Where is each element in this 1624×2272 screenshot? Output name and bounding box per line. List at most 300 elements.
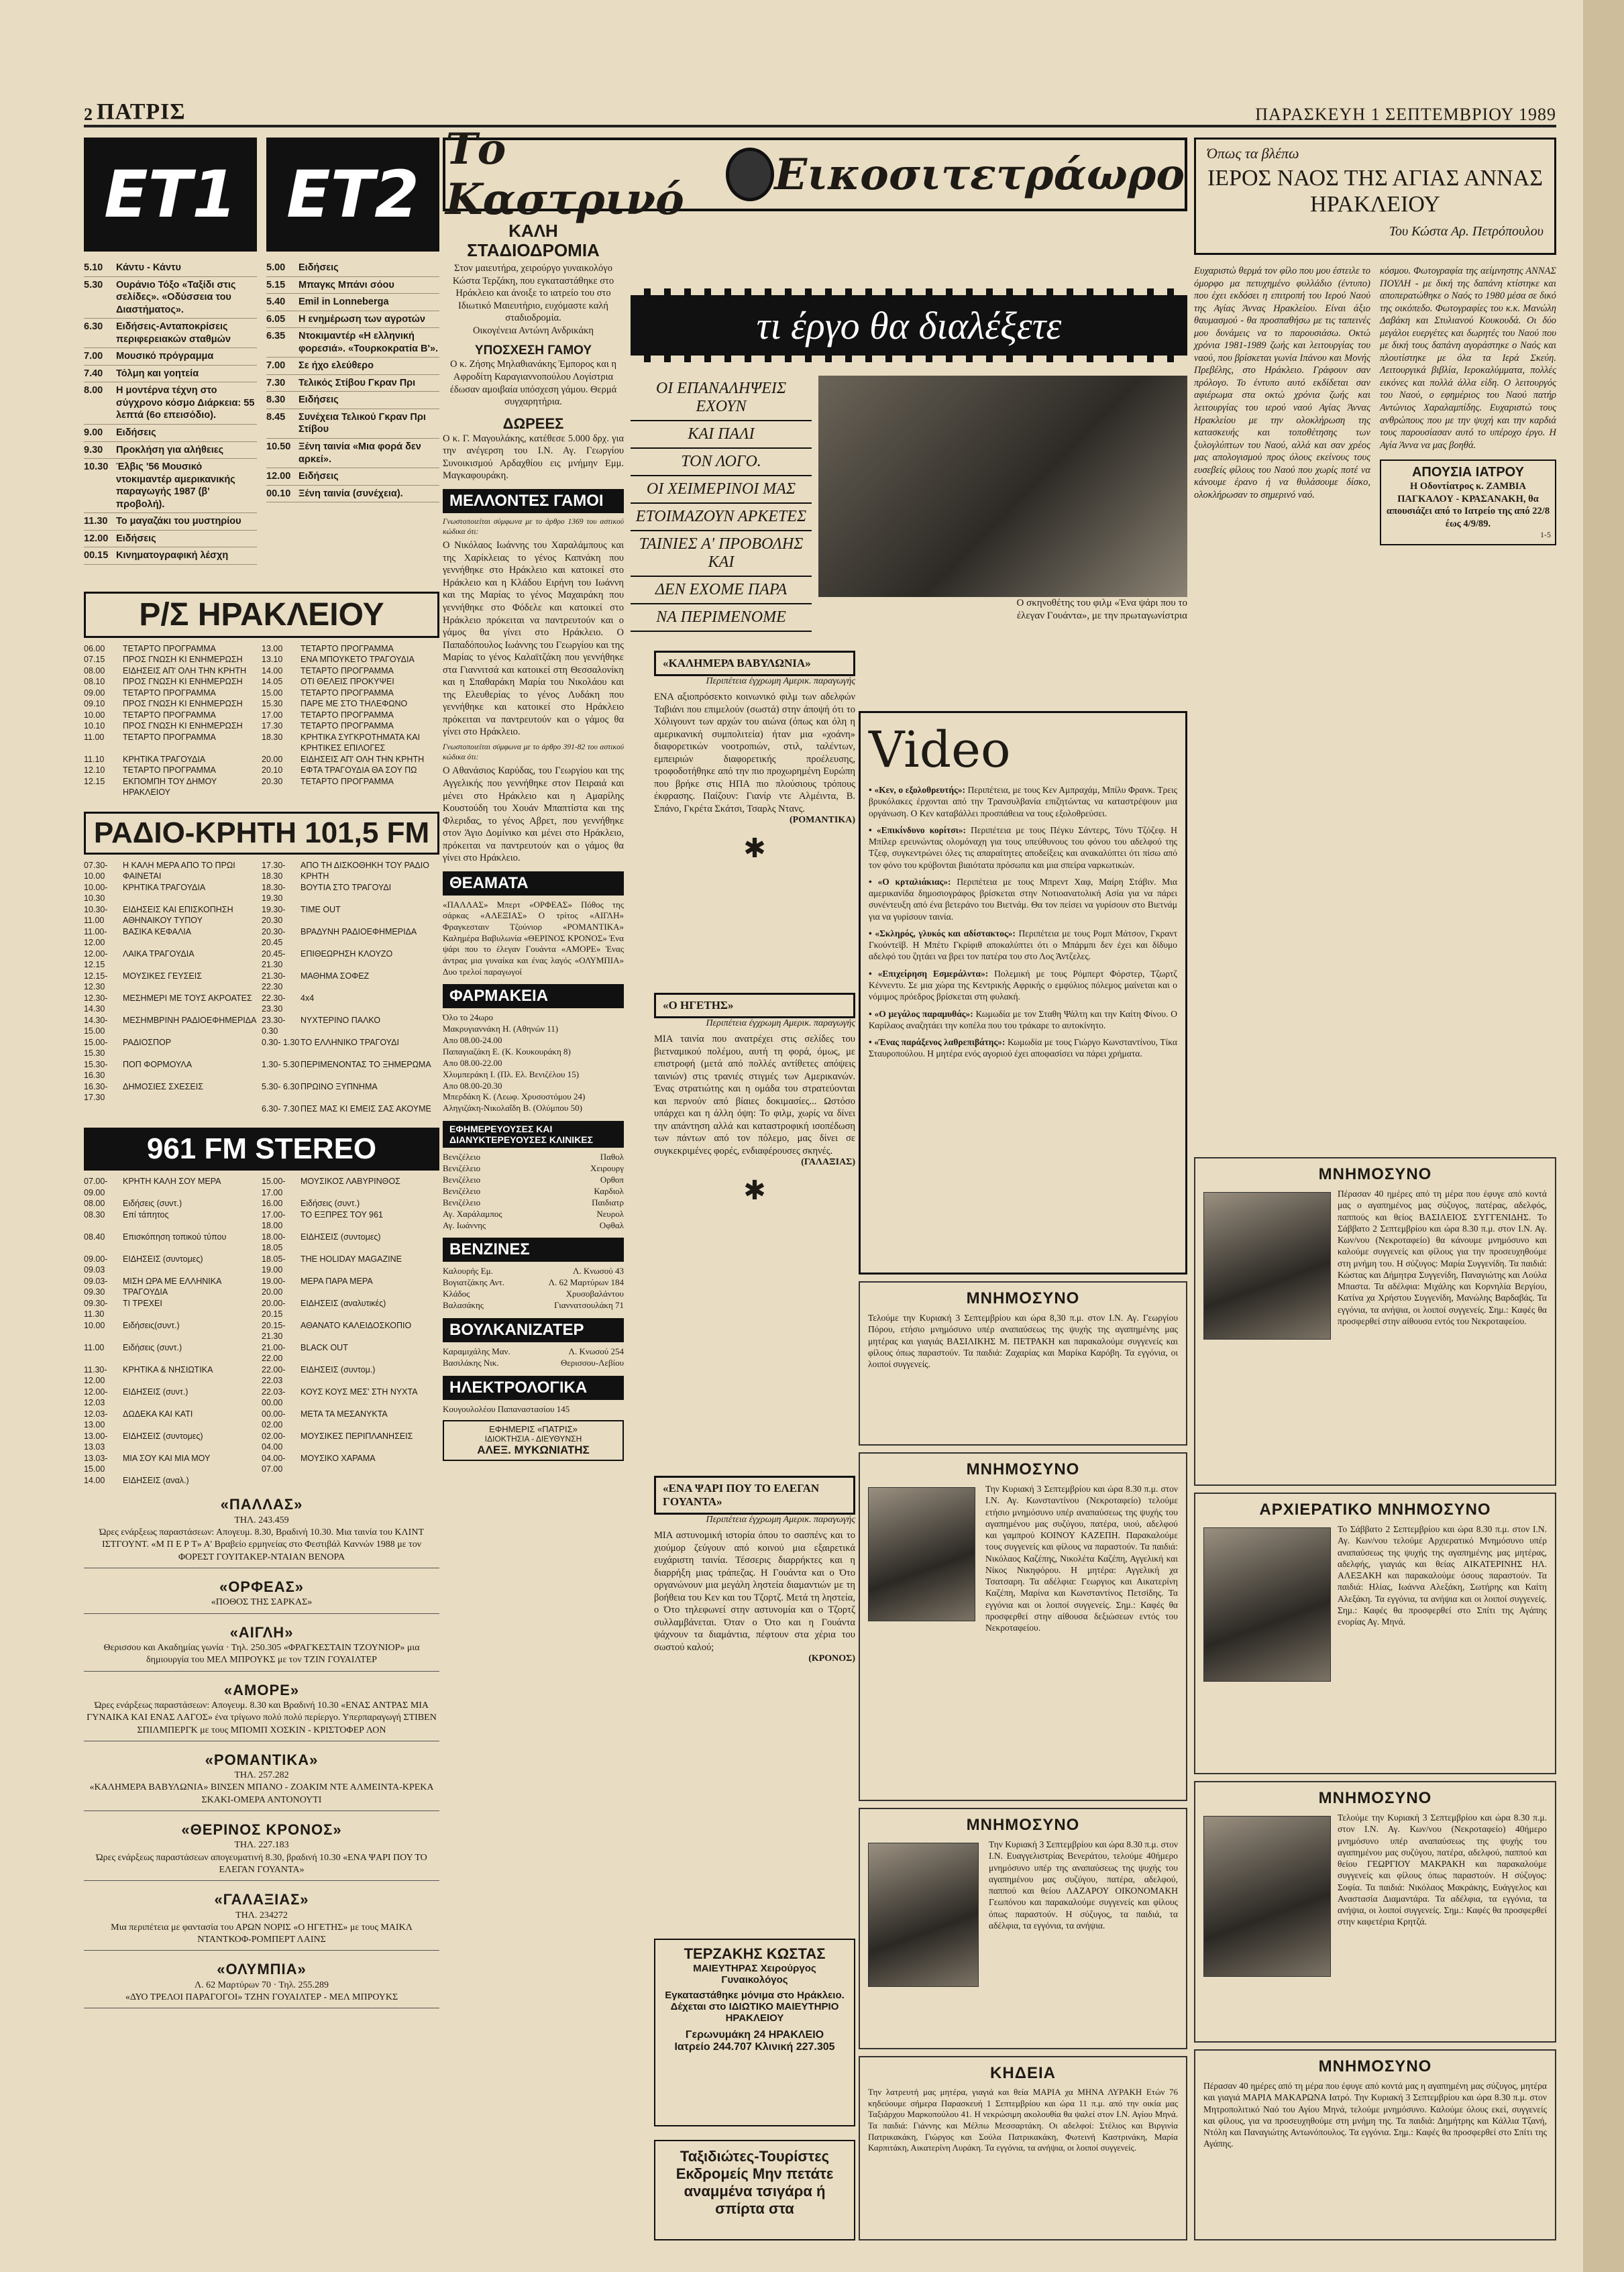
portrait-photo	[1203, 1192, 1331, 1340]
radio-row	[84, 1364, 439, 1387]
radio-program: BLACK OUT	[301, 1342, 348, 1352]
mellontes-gamoi-note2: Γνωστοποιείται σύμφωνα με το άρθρο 391-82 του αστικού κώδικα ότι:	[443, 743, 624, 761]
memo-body: Το Σάββατο 2 Σεπτεμβρίου και ώρα 8.30 π.μ. στον Ι.Ν. Αγ. Κων/νου τελούμε Αρχιερατικό Μνημόσυνο υπέρ αναπαύσεως της ψυχής της αγαπημένης μας μητέρας, αδελφής, γιαγιάς και θείας ΑΙΚΑΤΕΡΙΝΗΣ ΗΛ. ΑΛΕΞΑΚΗ και παρακαλούμε όσους παραστούν. Τα παιδιά: Ηλίας, Ιωάννα Αλεξάκη, Σωτήρης και Καίτη Αλεξάκη. Τα εγγόνια, τα ανήψια και οι λοιποί συγγενείς. Σημ.: Καφές θα προσφερθεί στο Σπίτι της Αγάπης ενορίας Αγ. Μηνά.	[1338, 1524, 1547, 1627]
patris-box	[443, 1420, 624, 1461]
radio-program: ΠΕΡΙΜΕΝΟΝΤΑΣ ΤΟ ΞΗΜΕΡΩΜΑ	[301, 1059, 431, 1069]
radio-time: 17.30-18.30	[262, 860, 286, 881]
radio-cell	[262, 882, 439, 904]
schedule-row	[266, 439, 439, 468]
pharmacy-line: Απο 08.00-20.30	[443, 1080, 502, 1091]
clinic-row	[443, 1186, 624, 1197]
radio-cell	[84, 1176, 262, 1198]
video-item-body: Κωμωδία με τους Γιώργο Κωνσταντίνου, Τίκα Σταυροπούλου. Η μητέρα ενός αγοριού έχει αποφασίσει να πάρει χρήματα.	[869, 1037, 1177, 1059]
issue-date: ΠΑΡΑΣΚΕΥΗ 1 ΣΕΠΤΕΜΒΡΙΟΥ 1989	[1255, 105, 1556, 124]
radio-time: 11.00	[84, 1342, 105, 1352]
radio-program: ΕΙΔΗΣΕΙΣ ΑΠ' ΟΛΗ ΤΗΝ ΚΡΗΤΗ	[301, 754, 425, 764]
radio-row	[84, 698, 439, 710]
radio-row	[84, 1081, 439, 1103]
radio-program: ΜΕΣΗΜΕΡΙ ΜΕ ΤΟΥΣ ΑΚΡΟΑΤΕΣ	[123, 993, 252, 1003]
cinema-program: Ώρες ενάρξεως παραστάσεων απογευματινή 8.30, βραδινή 10.30 «ΕΝΑ ΨΑΡΙ ΠΟΥ ΤΟ ΕΛΕΓΑΝ ΓΟΥΑΝΤΑ»	[96, 1852, 427, 1875]
review-gouanta	[654, 1476, 855, 1664]
radio-cell	[84, 1103, 262, 1115]
gas-station-row-detail: Λ. 62 Μαρτύρων 184	[548, 1277, 624, 1288]
schedule-time: 7.30	[266, 377, 286, 388]
radio-time: 20.00-20.15	[262, 1298, 286, 1319]
radio-row	[84, 971, 439, 993]
article-kicker: Όπως τα βλέπω	[1207, 145, 1299, 162]
schedule-time: 6.35	[266, 331, 286, 342]
tire-shop-row-detail: Λ. Κνωσού 254	[568, 1346, 624, 1357]
review-sign: (ΡΟΜΑΝΤΙΚΑ)	[790, 815, 855, 826]
schedule-row	[266, 328, 439, 358]
radio-time: 0.30- 1.30	[262, 1037, 300, 1047]
memo-oikonomaki	[859, 1808, 1187, 2049]
radio-cell	[262, 1298, 439, 1320]
cinema-name: «ΓΑΛΑΞΙΑΣ»	[214, 1891, 309, 1908]
schedule-program: Ειδήσεις	[299, 471, 339, 482]
kastrino-banner	[443, 124, 1187, 225]
radio-cell	[262, 971, 439, 993]
schedule-program: Ειδήσεις	[116, 533, 156, 544]
terzakis-body: Εγκαταστάθηκε μόνιμα στο Ηράκλειο. Δέχεται στο ΙΔΙΩΤΙΚΟ ΜΑΙΕΥΤΗΡΙΟ ΗΡΑΚΛΕΙΟΥ	[665, 1990, 845, 2024]
clinic-row-detail: Ορθοπ	[600, 1175, 624, 1185]
cinema-phone: Λ. 62 Μαρτύρων 70 · Τηλ. 255.289	[194, 1980, 329, 1990]
schedule-program: Μουσικό πρόγραμμα	[116, 351, 214, 362]
radio-time: 20.45-21.30	[262, 949, 286, 970]
radio-cell	[84, 720, 262, 732]
memo-title: ΜΝΗΜΟΣΥΝΟ	[1318, 1165, 1432, 1183]
clinic-row-name: Βενιζέλειο	[443, 1163, 481, 1174]
schedule-row	[266, 392, 439, 409]
reel-line: ΕΤΟΙΜΑΖΟΥΝ ΑΡΚΕΤΕΣ	[631, 504, 812, 531]
radio-program: ΕΙΔΗΣΕΙΣ (συντομες)	[301, 1232, 381, 1242]
radio-cell	[84, 1298, 262, 1320]
radio-time: 08.10	[84, 677, 105, 687]
radio-time: 5.30- 6.30	[262, 1081, 300, 1091]
radio-cell	[84, 688, 262, 699]
cinema-item	[84, 1495, 439, 1568]
mellontes-gamoi-note: Γνωστοποιείται σύμφωνα με το άρθρο 1369 του αστικού κώδικα ότι:	[443, 517, 624, 536]
memo-title: ΜΝΗΜΟΣΥΝΟ	[1318, 2057, 1432, 2075]
pharmacy-line: Απο 08.00-22.00	[443, 1057, 502, 1068]
radio-time: 15.00	[262, 688, 283, 698]
video-item-title: • «Επικίνδυνο κορίτσι»:	[869, 824, 971, 835]
clinic-row-name: Βενιζέλειο	[443, 1197, 481, 1207]
radio-program: ΜΕΣΗΜΒΡΙΝΗ ΡΑΔΙΟΕΦΗΜΕΡΙΔΑ	[123, 1015, 257, 1025]
clinic-row-name: Βενιζέλειο	[443, 1152, 481, 1162]
radio-row	[84, 1409, 439, 1431]
schedule-program: Συνέχεια Τελικού Γκραν Πρι Στίβου	[299, 411, 426, 435]
radio-cell	[262, 665, 439, 677]
ilektrologika-body: Κουγουλολέου Παπαναστασίου 145	[443, 1403, 570, 1414]
radio-program: Ειδήσεις (συντ.)	[123, 1342, 182, 1352]
radio-cell	[262, 710, 439, 721]
radio-program: ΤΕΤΑΡΤΟ ΠΡΟΓΡΑΜΜΑ	[301, 665, 394, 675]
apousia-body: Η Οδοντίατρος κ. ΖΑΜΒΙΑ ΠΑΓΚΑΛΟΥ - ΚΡΑΣΑΝΑΚΗ, θα απουσιάζει από το Ιατρείο της από 22/8 έως 4/9/89.	[1386, 481, 1550, 529]
radio-program: ΕΙΔΗΣΕΙΣ (συντομ.)	[301, 1364, 376, 1374]
schedule-time: 10.50	[266, 441, 291, 453]
radio-row	[84, 732, 439, 754]
radio-program: ΤΕΤΑΡΤΟ ΠΡΟΓΡΑΜΜΑ	[301, 643, 394, 653]
cinema-name: «ΠΑΛΛΑΣ»	[220, 1496, 303, 1513]
cinema-phone: ΤΗΛ. 234272	[235, 1910, 288, 1921]
radio-time: 15.00-17.00	[262, 1177, 286, 1197]
schedule-row	[266, 468, 439, 486]
radio-program: ΕΙΔΗΣΕΙΣ ΚΑΙ ΕΠΙΣΚΟΠΗΣΗ ΑΘΗΝΑΙΚΟΥ ΤΥΠΟΥ	[123, 904, 233, 926]
video-list	[869, 784, 1177, 1060]
clinic-row	[443, 1197, 624, 1209]
benzines-list	[443, 1266, 624, 1311]
clinic-row-detail: Νευρολ	[596, 1208, 624, 1219]
announcements-column	[443, 221, 624, 1461]
radio-time: 12.10	[84, 765, 105, 775]
radio-time: 11.10	[84, 754, 105, 764]
radio-time: 15.00-15.30	[84, 1037, 108, 1059]
et2-schedule	[266, 260, 439, 565]
review-sub: Περιπέτεια έγχρωμη Αμερικ. παραγωγής	[706, 1515, 855, 1525]
memo-makarona	[1194, 2049, 1556, 2240]
radio-cell	[84, 1015, 262, 1037]
gas-station-row	[443, 1289, 624, 1300]
schedule-program: Η μοντέρνα τέχνη στο σύγχρονο κόσμο Διάρκεια: 55 λεπτά (6ο επεισόδιο).	[116, 385, 255, 421]
radio-time: 14.05	[262, 677, 283, 687]
radio-cell	[84, 1059, 262, 1081]
schedule-time: 7.00	[84, 351, 103, 362]
radio-row	[84, 882, 439, 904]
schedule-program: Τόλμη και γοητεία	[116, 368, 199, 379]
pharmacy-line: Όλο το 24ωρο	[443, 1012, 493, 1023]
radio-program: ΑΠΟ ΤΗ ΔΙΣΚΟΘΗΚΗ ΤΟΥ ΡΑΔΙΟ ΚΡΗΤΗ	[301, 860, 429, 881]
radio-program: ΠΑΡΕ ΜΕ ΣΤΟ ΤΗΛΕΦΩΝΟ	[301, 699, 408, 709]
terzakis-address: Γερωνυμάκη 24 ΗΡΑΚΛΕΙΟ	[685, 2029, 824, 2041]
radio-time: 18.30	[262, 732, 283, 742]
radio-cell	[84, 993, 262, 1015]
radio-program: ΠΡΩΙΝΟ ΞΥΠΝΗΜΑ	[301, 1081, 378, 1091]
radio-time: 12.30-14.30	[84, 993, 108, 1014]
radio-program: ΜΙΑ ΣΟΥ ΚΑΙ ΜΙΑ ΜΟΥ	[123, 1453, 211, 1463]
reel-line: ΚΑΙ ΠΑΛΙ	[631, 421, 812, 449]
cinema-program: Μια περιπέτεια με φαντασία του ΑΡΩΝ ΝΟΡΙΣ «Ο ΗΓΕΤΗΣ» με τους ΜΑΙΚΛ ΝΤΑΝΤΚΟΦ-ΡΟΜΠΕΡΤ ΛΑΙΝΣ	[111, 1922, 413, 1945]
clinic-row-detail: Καρδιολ	[594, 1185, 624, 1196]
banner-right-text: Εικοσιτετράωρο	[774, 149, 1185, 200]
radio-cell	[262, 765, 439, 776]
cinema-name: «ΟΡΦΕΑΣ»	[219, 1578, 305, 1595]
schedule-program: Σε ήχο ελεύθερο	[299, 360, 374, 372]
memo-body: Πέρασαν 40 ημέρες από τη μέρα που έφυγε από κοντά μας ο αγαπημένος μας σύζυγος, πατέρας, αδελφός, παππούς και θείος ΒΑΣΙΛΕΙΟΣ ΣΥΓΓΕΝΙΔΗΣ. Το Σάββατο 2 Σεπτεμβρίου και ώρα 8.30 π.μ. στον Ι.Ν. Αγ. Κων/νου (Νεκροταφείο) θα κάνουμε μνημόσυνο και καλούμε συγγενείς και φίλους για την προσευχηθούμε στη μνήμη του. Η σύζυγος: Μαρία Συγγενίδη. Τα παιδιά: Κώστας και Δήμητρα Συγγενίδη, Παναγιώτης και Λούλα Μπαστα. Τα αδέλφια: Μιχάλης και Κορνηλία Βεργίου, Κατίνα χα Χρήστου Συγγενίδη, Μανώλης Βαρδαβάς. Τα εγγόνια, τα ανήψια, οι λοιποί συγγενείς. Σημ.: Καφές θα προσφερθεί στην αίθουσα εντός του Νεκροταφείου.	[1338, 1189, 1547, 1326]
radio-cell	[262, 993, 439, 1015]
radio-program: Ειδήσεις (συντ.)	[123, 1199, 182, 1209]
radio-time: 21.00-22.00	[262, 1342, 286, 1364]
radio-program: ΠΕΣ ΜΑΣ ΚΙ ΕΜΕΙΣ ΣΑΣ ΑΚΟΥΜΕ	[301, 1103, 431, 1114]
radio-row	[84, 1198, 439, 1209]
radio-cell	[84, 732, 262, 754]
radio-time: 09.10	[84, 699, 105, 709]
radio-program: ΔΩΔΕΚΑ ΚΑΙ ΚΑΤΙ	[123, 1409, 193, 1419]
radio-row	[84, 754, 439, 765]
schedule-row	[266, 260, 439, 277]
page-edge	[1583, 0, 1624, 2272]
radio-heraklion-title: Ρ/Σ ΗΡΑΚΛΕΙΟΥ	[84, 592, 439, 638]
radio-time: 00.00-02.00	[262, 1409, 286, 1430]
clinic-row	[443, 1152, 624, 1163]
radio-program: ΒΡΑΔΥΝΗ ΡΑΔΙΟΕΦΗΜΕΡΙΔΑ	[301, 926, 417, 936]
radio-time: 17.00-18.00	[262, 1209, 286, 1231]
cinema-name: «ΡΟΜΑΝΤΙΚΑ»	[205, 1751, 319, 1768]
tv-radio-column	[84, 138, 439, 2008]
radio-time: 17.30	[262, 721, 283, 731]
video-item-title: • «Ένας παράξενος λαθρεπιβάτης»:	[869, 1037, 1008, 1048]
radio-cell	[84, 1209, 262, 1232]
review-body: ΕΝΑ αξιοπρόσεκτο κοινωνικό φιλμ των αδελφών Ταβιάνι που επιμελούν (σωστά) στην άποψή ότι το Χόλιγουντ των αρχών του αιώνα (όπως και όλη η αμερικανική συμπολιτεία) ήταν μια «χοάνη» διαφορετικών νοοτροπιών, στιλ, ταλέντων, εμπειριών διαφορετικής προέλευσης, τροφοδοτήθηκε από την πιο προχωρημένη Ευρώπη που βρήκε στις ΗΠΑ πιο πλούσιους τρόπους έκφρασης. Παίζουν: Γιανίρ ντε Αλμέιντα, Β. Σπάνο, Γκρέτα Σκάτσι, Τσαρλς Ντανς.	[654, 692, 855, 814]
gas-station-row-detail: Γιαννατσουλάκη 71	[554, 1300, 624, 1311]
radio-cell	[262, 904, 439, 926]
radio-program: Επί τάπητος	[123, 1209, 169, 1220]
radio-cell	[84, 882, 262, 904]
tire-shop-row-name: Καραμιχάλης Μαν.	[443, 1346, 510, 1357]
radio-row	[84, 904, 439, 926]
radio-cell	[262, 926, 439, 949]
radio-program: ΤΕΤΑΡΤΟ ΠΡΟΓΡΑΜΜΑ	[301, 776, 394, 786]
radio-cell	[84, 1232, 262, 1254]
radio-program: ΚΡΗΤΙΚΑ ΣΥΓΚΡΟΤΗΜΑΤΑ ΚΑΙ ΚΡΗΤΙΚΕΣ ΕΠΙΛΟΓΕΣ	[301, 732, 421, 753]
clinic-row	[443, 1209, 624, 1220]
clinic-row	[443, 1163, 624, 1175]
radio-time: 08.00	[84, 1199, 105, 1209]
theamata-title: ΘΕΑΜΑΤΑ	[443, 871, 624, 896]
radio-cell	[262, 688, 439, 699]
schedule-time: 9.00	[84, 427, 103, 439]
ypoxesi-title: ΥΠΟΣΧΕΣΗ ΓΑΜΟΥ	[474, 343, 592, 358]
review-title: «Ο ΗΓΕΤΗΣ»	[654, 993, 855, 1018]
portrait-photo	[868, 1843, 979, 1987]
schedule-program: Η ενημέρωση των αγροτών	[299, 313, 425, 325]
page-number: 2	[84, 105, 93, 124]
radio-row	[84, 1015, 439, 1037]
radio-time: 13.03-15.00	[84, 1453, 108, 1474]
reel-line: ΝΑ ΠΕΡΙΜΕΝΟΜΕ	[631, 604, 812, 632]
reel-line: ΔΕΝ ΕΧΟΜΕ ΠΑΡΑ	[631, 577, 812, 604]
radio-cell	[84, 776, 262, 798]
radio-time: 19.00-20.00	[262, 1276, 286, 1297]
radio-program: ΕΚΠΟΜΠΗ ΤΟΥ ΔΗΜΟΥ ΗΡΑΚΛΕΙΟΥ	[123, 776, 217, 798]
radio-row	[84, 860, 439, 882]
radio-row	[84, 710, 439, 721]
cinema-item	[84, 1623, 439, 1672]
radio-cell	[262, 776, 439, 798]
schedule-time: 00.10	[266, 488, 291, 499]
radio-program: ΚΡΗΤΙΚΑ ΤΡΑΓΟΥΔΙΑ	[123, 754, 206, 764]
radio-program: ΠΟΠ ΦΟΡΜΟΥΛΑ	[123, 1059, 193, 1069]
pharmacy-line: Αληγιζάκη-Νικολαΐδη Β. (Ολύμπου 50)	[443, 1103, 582, 1114]
terzakis-role: ΜΑΙΕΥΤΗΡΑΣ Χειρούργος Γυναικολόγος	[693, 1963, 816, 1986]
schedule-program: Ειδήσεις	[299, 394, 339, 406]
radio-program: ΤΕΤΑΡΤΟ ΠΡΟΓΡΑΜΜΑ	[301, 710, 394, 720]
portrait-photo	[868, 1487, 975, 1621]
review-kalimera	[654, 651, 855, 871]
reel-line: ΟΙ ΕΠΑΝΑΛΗΨΕΙΣ ΕΧΟΥΝ	[631, 376, 812, 421]
radio-time: 16.00	[262, 1199, 283, 1209]
radio-time: 18.05-19.00	[262, 1254, 286, 1275]
radio-time: 1.30- 5.30	[262, 1059, 300, 1069]
cinema-divider	[84, 1810, 439, 1811]
video-item-body: Περιπέτεια, με τους Κεν Αμπραχάμ, Μπίλυ Φρανκ. Τρεις βρυκόλακες έρχονται από την Τρανσυλβανία επιζητώντας να καταστρέψουν μια οργάνωση. Ο Κεν καταβάλλει προσπάθεια να τους εξολοθρεύσει.	[869, 785, 1177, 818]
radio-cell	[84, 860, 262, 882]
radio-row	[84, 1453, 439, 1475]
clinic-row-detail: Παθολ	[600, 1152, 624, 1162]
article-title: ΙΕΡΟΣ ΝΑΟΣ ΤΗΣ ΑΓΙΑΣ ΑΝΝΑΣ ΗΡΑΚΛΕΙΟΥ	[1207, 166, 1544, 217]
cinema-name: «ΑΜΟΡΕ»	[223, 1681, 300, 1698]
radio-cell	[262, 1409, 439, 1431]
radio-time: 07.30-10.00	[84, 860, 108, 881]
radio-cell	[262, 1453, 439, 1475]
schedule-time: 8.30	[266, 394, 286, 406]
radio-program: ΜΟΥΣΙΚΕΣ ΓΕΥΣΕΙΣ	[123, 971, 202, 981]
radio-program: ΚΡΗΤΗ ΚΑΛΗ ΣΟΥ ΜΕΡΑ	[123, 1177, 221, 1187]
gas-station-row	[443, 1277, 624, 1289]
schedule-program: Μπαγκς Μπάνι σόου	[299, 279, 394, 290]
radio-time: 18.30-19.30	[262, 882, 286, 904]
kideia-lyraki	[859, 2056, 1187, 2240]
cinema-phone: ΤΗΛ. 257.282	[234, 1770, 289, 1781]
radio-time: 14.30-15.00	[84, 1015, 108, 1036]
gas-station-row	[443, 1300, 624, 1311]
radio-cell	[84, 1037, 262, 1059]
radio-program: 4x4	[301, 993, 315, 1003]
radio-cell	[84, 1453, 262, 1475]
radio-time: 12.15	[84, 776, 105, 786]
schedule-program: Ντοκιμαντέρ «Η ελληνική φορεσιά». «Τουρκοκρατία Β'».	[299, 331, 439, 354]
clinic-row	[443, 1220, 624, 1232]
schedule-row	[266, 277, 439, 294]
pharmacy-line: Παπαγιαζάκη Ε. (Κ. Κουκουράκη 8)	[443, 1046, 571, 1057]
video-item	[869, 876, 1177, 922]
radio-cell	[84, 1198, 262, 1209]
review-sub: Περιπέτεια έγχρωμη Αμερικ. παραγωγής	[706, 676, 855, 686]
municipal-seal-icon	[726, 148, 774, 201]
radio-kriti-schedule	[84, 860, 439, 1115]
radio-program: ΕΙΔΗΣΕΙΣ (αναλυτικές)	[301, 1298, 386, 1308]
radio-row	[84, 993, 439, 1015]
cinema-program: Ώρες ενάρξεως παραστάσεων: Απογευμ. 8.30 και Βραδινή 10.30 «ΕΝΑΣ ΑΝΤΡΑΣ ΜΙΑ ΓΥΝΑΙΚΑ ΚΑΙ ΕΝΑΣ ΛΑΓΟΣ» ένα τρίγωνο πολύ πολύ περίεργο. Υπερπαραγωγή ΣΤΙΒΕΝ ΣΠΙΛΜΠΕΡΓΚ με τους ΜΠΟΜΠ ΧΟΣΚΙΝ - ΚΡΙΣΤΟΦΕΡ ΛΟΝ	[87, 1700, 437, 1735]
memo-title: ΚΗΔΕΙΑ	[990, 2064, 1056, 2082]
video-item-title: • «Κεν, ο εξολοθρευτής»:	[869, 785, 968, 795]
radio-time: 11.00	[84, 732, 105, 742]
schedule-time: 5.10	[84, 262, 103, 273]
schedule-row	[266, 409, 439, 439]
radio-program: ΕΙΔΗΣΕΙΣ (συντ.)	[123, 1387, 188, 1397]
gas-station-row-name: Καλουρής Εμ.	[443, 1266, 493, 1277]
memo-title: ΜΝΗΜΟΣΥΝΟ	[1318, 1789, 1432, 1807]
radio-program: ΠΡΟΣ ΓΝΩΣΗ ΚΙ ΕΝΗΜΕΡΩΣΗ	[123, 721, 243, 731]
radio-program: Ειδήσεις (συντ.)	[301, 1199, 360, 1209]
pharmacy-line: Μπερδάκη Κ. (Λεωφ. Χρυσοστόμου 24)	[443, 1091, 586, 1102]
ieros-naos-title-box	[1194, 138, 1556, 255]
schedule-program: Ειδήσεις-Ανταποκρίσεις περιφερειακών σταθμών	[116, 321, 231, 345]
radio-cell	[262, 1276, 439, 1298]
video-title: Video	[869, 721, 1011, 779]
radio-time: 15.30	[262, 699, 283, 709]
memo-title: ΑΡΧΙΕΡΑΤΙΚΟ ΜΝΗΜΟΣΥΝΟ	[1259, 1501, 1491, 1519]
radio-time: 17.00	[262, 710, 283, 720]
radio-cell	[262, 1198, 439, 1209]
film-photo	[818, 376, 1187, 597]
cinema-program: «ΠΟΘΟΣ ΤΗΣ ΣΑΡΚΑΣ»	[211, 1597, 313, 1608]
schedule-row	[84, 547, 257, 565]
radio-cell	[262, 720, 439, 732]
schedule-row	[84, 513, 257, 531]
schedule-time: 00.15	[84, 550, 109, 561]
mellontes-gamoi-title: ΜΕΛΛΟΝΤΕΣ ΓΑΜΟΙ	[443, 489, 624, 513]
radio-program: ΕΦΤΑ ΤΡΑΓΟΥΔΙΑ ΘΑ ΣΟΥ ΠΩ	[301, 765, 417, 775]
radio-cell	[84, 904, 262, 926]
reel-line: ΤΑΙΝΙΕΣ Α' ΠΡΟΒΟΛΗΣ ΚΑΙ	[631, 531, 812, 577]
radio-program: ΔΗΜΟΣΙΕΣ ΣΧΕΣΕΙΣ	[123, 1081, 203, 1091]
radio-time: 10.00-10.30	[84, 882, 108, 904]
schedule-time: 9.30	[84, 444, 103, 455]
radio-row	[84, 1254, 439, 1276]
klinikes-title: ΕΦΗΜΕΡΕΥΟΥΣΕΣ ΚΑΙ ΔΙΑΝΥΚΤΕΡΕΥΟΥΣΕΣ ΚΛΙΝΙΚΕΣ	[443, 1121, 624, 1148]
radio-program: ΒΟΥΤΙΑ ΣΤΟ ΤΡΑΓΟΥΔΙ	[301, 882, 392, 892]
gas-station-row-name: Βογιατζάκης Αντ.	[443, 1277, 504, 1288]
radio-program: ΑΘΑΝΑΤΟ ΚΑΛΕΙΔΟΣΚΟΠΙΟ	[301, 1320, 412, 1330]
schedule-row	[84, 260, 257, 277]
schedule-program: Emil in Lonneberga	[299, 296, 389, 308]
schedule-row	[84, 442, 257, 459]
article-body-col1: Ευχαριστώ θερμά τον φίλο που μου έστειλε το όμορφο μα πετυχημένο φυλλάδιο (έντυπο) που έχει εκδόσει η επιτροπή του Ιερού Ναού της Αγίας Άννας Ηρακλείου. Είναι άξιο θαυμασμού - θα προσπαθήσω με τις ταπεινές μου δυνάμεις να το παρουσιάσω. Οκτώ χρόνια 1981-1989 ζωής και λειτουργίας του ναού, που βρίσκεται γωνία Ιπάνου και Μονής Πρεβέλης, στο Ηράκλειο. Γράφουν σαν πρόλογο. Το έντυπο αυτό εκδίδεται σαν αφιέρωμα στα οκτώ χρόνια ζωής και λειτουργίας του ιερού ναού Αγίας Άννας Ηρακλείου με την ολοκλήρωση της κατασκευής και τοποθέτησης των ξυλογλύπτων του Ναού, αλλά και σαν χρέος μας απολογισμού προς όλους εκείνους τους ευσεβείς φίλους του Ναού που χωρίς ποτέ να κάνουμε έρανο ή να θυλάσουμε δίσκο, ολοκλήρωσαν το σημερινό ναό.	[1194, 266, 1370, 500]
klinikes-list	[443, 1152, 624, 1231]
radio-row	[84, 654, 439, 665]
radio-time: 20.10	[262, 765, 283, 775]
video-item-body: Πολεμική με τους Ρόμπερτ Φόρστερ, Τζωρτζ Κέννεντυ. Σε μια χώρα της Κεντρικής Αφρικής ο εμφύλιος πόλεμος μαίνεται και ο νόμιμος πρόεδρος βρίσκεται στη φυλακή.	[869, 968, 1177, 1002]
clinic-row-name: Βενιζέλειο	[443, 1175, 481, 1185]
tire-shop-row-detail: Θερισσου-Λεβίου	[560, 1357, 624, 1368]
cinema-item	[84, 1960, 439, 2008]
radio-cell	[84, 1320, 262, 1342]
radio-row	[84, 1475, 439, 1486]
cinema-divider	[84, 1613, 439, 1614]
schedule-program: Κάντυ - Κάντυ	[116, 262, 181, 273]
portrait-photo	[1203, 1816, 1331, 1977]
radio-time: 14.00	[84, 1475, 105, 1485]
dorees-title: ΔΩΡΕΕΣ	[502, 415, 564, 432]
radio-row	[84, 1298, 439, 1320]
radio-row	[84, 1232, 439, 1254]
voulkanizater-list	[443, 1346, 624, 1369]
radio-row	[84, 1320, 439, 1342]
schedule-program: Το μαγαζάκι του μυστηρίου	[116, 516, 241, 527]
radio-cell	[84, 1276, 262, 1298]
radio-cell	[262, 754, 439, 765]
travel-ad: Ταξιδιώτες-Τουρίστες Εκδρομείς Μην πετάτε αναμμένα τσιγάρα ή σπίρτα στα	[654, 2140, 855, 2240]
video-item	[869, 928, 1177, 963]
memo-title: ΜΝΗΜΟΣΥΝΟ	[966, 1289, 1080, 1307]
radio-cell	[262, 1059, 439, 1081]
radio-row	[84, 1037, 439, 1059]
radio-cell	[84, 1475, 262, 1486]
schedule-row	[84, 425, 257, 442]
review-sign: (ΚΡΟΝΟΣ)	[808, 1654, 855, 1664]
gas-station-row-name: Κλάδος	[443, 1289, 470, 1299]
radio-program: ΤΕΤΑΡΤΟ ΠΡΟΓΡΑΜΜΑ	[123, 732, 216, 742]
memo-title: ΜΝΗΜΟΣΥΝΟ	[966, 1460, 1080, 1478]
radio-time: 08.30	[84, 1209, 105, 1220]
schedule-time: 6.05	[266, 313, 286, 325]
video-item-title: • «Ο κρταλιάκιας»:	[869, 876, 957, 887]
radio-program: Επισκόπηση τοπικού τύπου	[123, 1232, 227, 1242]
terzakis-ad	[654, 1939, 855, 2126]
terzakis-name: ΤΕΡΖΑΚΗΣ ΚΩΣΤΑΣ	[684, 1945, 826, 1962]
radio-time: 18.00-18.05	[262, 1232, 286, 1253]
